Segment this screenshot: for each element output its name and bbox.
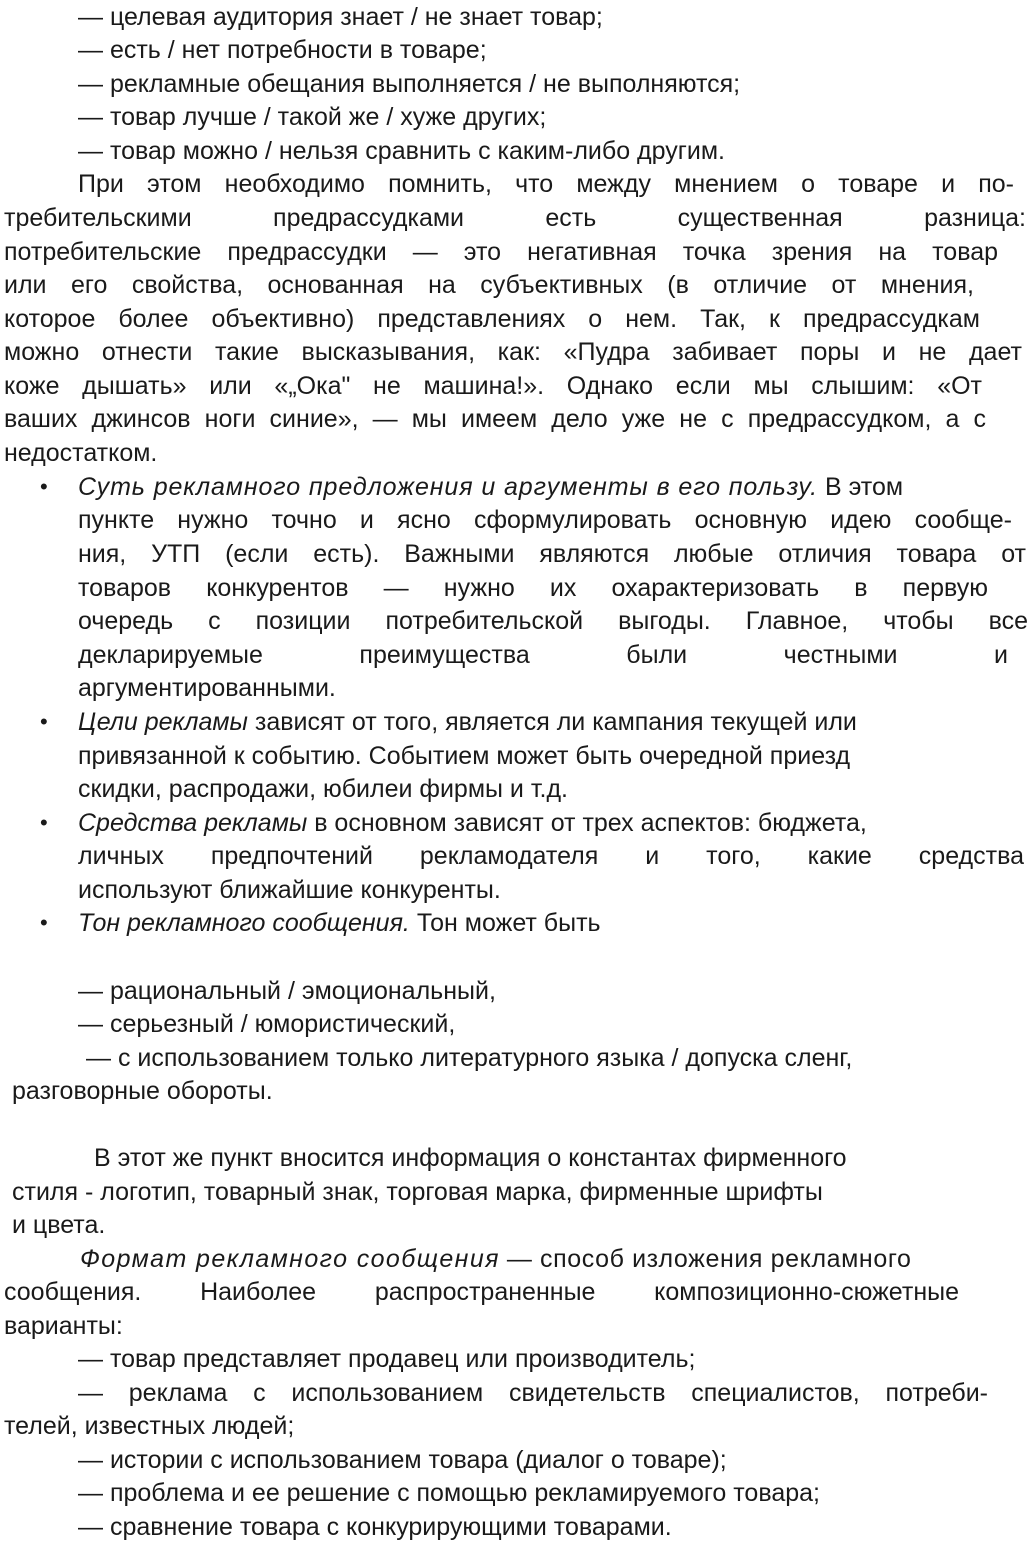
- bullet-line: декларируемые преимущества были честными и: [78, 641, 1008, 669]
- bullet-line: используют ближайшие конкуренты.: [78, 876, 501, 904]
- paragraph-line: требительскими предрассудками есть существенная разница:: [4, 204, 1026, 232]
- bullet-text: Тон может быть: [416, 909, 601, 937]
- format-item-2-cont: телей, известных людей;: [4, 1412, 295, 1440]
- style-paragraph-line: и цвета.: [12, 1211, 106, 1239]
- criteria-line-5: — товар можно / нельзя сравнить с каким-либо другим.: [78, 137, 725, 165]
- bullet-marker: •: [40, 474, 48, 499]
- bullet-text: В этом: [824, 473, 904, 501]
- bullet-line: скидки, распродажи, юбилеи фирмы и т.д.: [78, 775, 569, 803]
- format-line: [80, 1244, 985, 1274]
- bullet-marker: •: [40, 810, 48, 835]
- bullet-marker: •: [40, 910, 48, 935]
- bullet-line: [78, 707, 1018, 737]
- format-item-2: — реклама с использованием свидетельств специалистов, потреби-: [78, 1379, 988, 1407]
- format-line: варианты:: [4, 1312, 123, 1340]
- paragraph-line: можно отнести такие высказывания, как: «Пудра забивает поры и не дает: [4, 338, 1022, 366]
- bullet-line: личных предпочтений рекламодателя и того, какие средства: [78, 842, 1024, 870]
- format-item-1: — товар представляет продавец или производитель;: [78, 1345, 696, 1373]
- tone-line-1: — рациональный / эмоциональный,: [78, 977, 496, 1005]
- format-item-4: — проблема и ее решение с помощью рекламируемого товара;: [78, 1479, 820, 1507]
- bullet-line: [78, 472, 958, 502]
- bullet-heading: Цели рекламы: [78, 708, 248, 736]
- bullet-heading: Тон рекламного сообщения.: [78, 909, 410, 937]
- tone-line-2: — серьезный / юмористический,: [78, 1010, 456, 1038]
- bullet-line: пункте нужно точно и ясно сформулировать основную идею сообще-: [78, 506, 1012, 534]
- bullet-line: [78, 808, 978, 838]
- bullet-heading: Суть рекламного предложения и аргументы в его пользу.: [78, 473, 818, 501]
- format-item-3: — истории с использованием товара (диалог о товаре);: [78, 1446, 727, 1474]
- format-text: — способ изложения рекламного: [506, 1245, 912, 1273]
- bullet-line: ния, УТП (если есть). Важными являются любые отличия товара от: [78, 540, 1026, 568]
- bullet-heading: Средства рекламы: [78, 809, 308, 837]
- tone-line-4: разговорные обороты.: [12, 1077, 273, 1105]
- style-paragraph-line: стиля - логотип, товарный знак, торговая марка, фирменные шрифты: [12, 1178, 823, 1206]
- bullet-line: [78, 908, 601, 938]
- paragraph-line: потребительские предрассудки — это негативная точка зрения на товар: [4, 238, 998, 266]
- criteria-line-3: — рекламные обещания выполняется / не выполняются;: [78, 70, 741, 98]
- criteria-line-2: — есть / нет потребности в товаре;: [78, 36, 487, 64]
- bullet-line: привязанной к событию. Событием может быть очередной приезд: [78, 742, 851, 770]
- paragraph-line: ваших джинсов ноги синие», — мы имеем дело уже не с предрассудком, а с: [4, 405, 986, 433]
- format-line: сообщения. Наиболее распространенные композиционно-сюжетные: [4, 1278, 959, 1306]
- paragraph-line: коже дышать» или «„Ока" не машина!». Однако если мы слышим: «От: [4, 372, 982, 400]
- paragraph-line: которое более объективно) представлениях о нем. Так, к предрассудкам: [4, 305, 980, 333]
- bullet-line: товаров конкурентов — нужно их охарактеризовать в первую: [78, 574, 988, 602]
- bullet-line: аргументированными.: [78, 674, 336, 702]
- format-item-5: — сравнение товара с конкурирующими товарами.: [78, 1513, 672, 1541]
- format-heading: Формат рекламного сообщения: [80, 1245, 500, 1273]
- paragraph-line: недостатком.: [4, 439, 158, 467]
- paragraph-line: При этом необходимо помнить, что между мнением о товаре и по-: [78, 170, 1014, 198]
- criteria-line-4: — товар лучше / такой же / хуже других;: [78, 103, 547, 131]
- style-paragraph-line: В этот же пункт вносится информация о константах фирменного: [94, 1144, 847, 1172]
- bullet-marker: •: [40, 709, 48, 734]
- bullet-line: очередь с позиции потребительской выгоды. Главное, чтобы все: [78, 607, 1028, 635]
- criteria-line-1: — целевая аудитория знает / не знает товар;: [78, 3, 603, 31]
- bullet-text: в основном зависят от трех аспектов: бюджета,: [314, 809, 867, 837]
- bullet-text: зависят от того, является ли кампания текущей или: [254, 708, 857, 736]
- tone-line-3: — с использованием только литературного языка / допуска сленг,: [86, 1044, 853, 1072]
- paragraph-line: или его свойства, основанная на субъективных (в отличие от мнения,: [4, 271, 974, 299]
